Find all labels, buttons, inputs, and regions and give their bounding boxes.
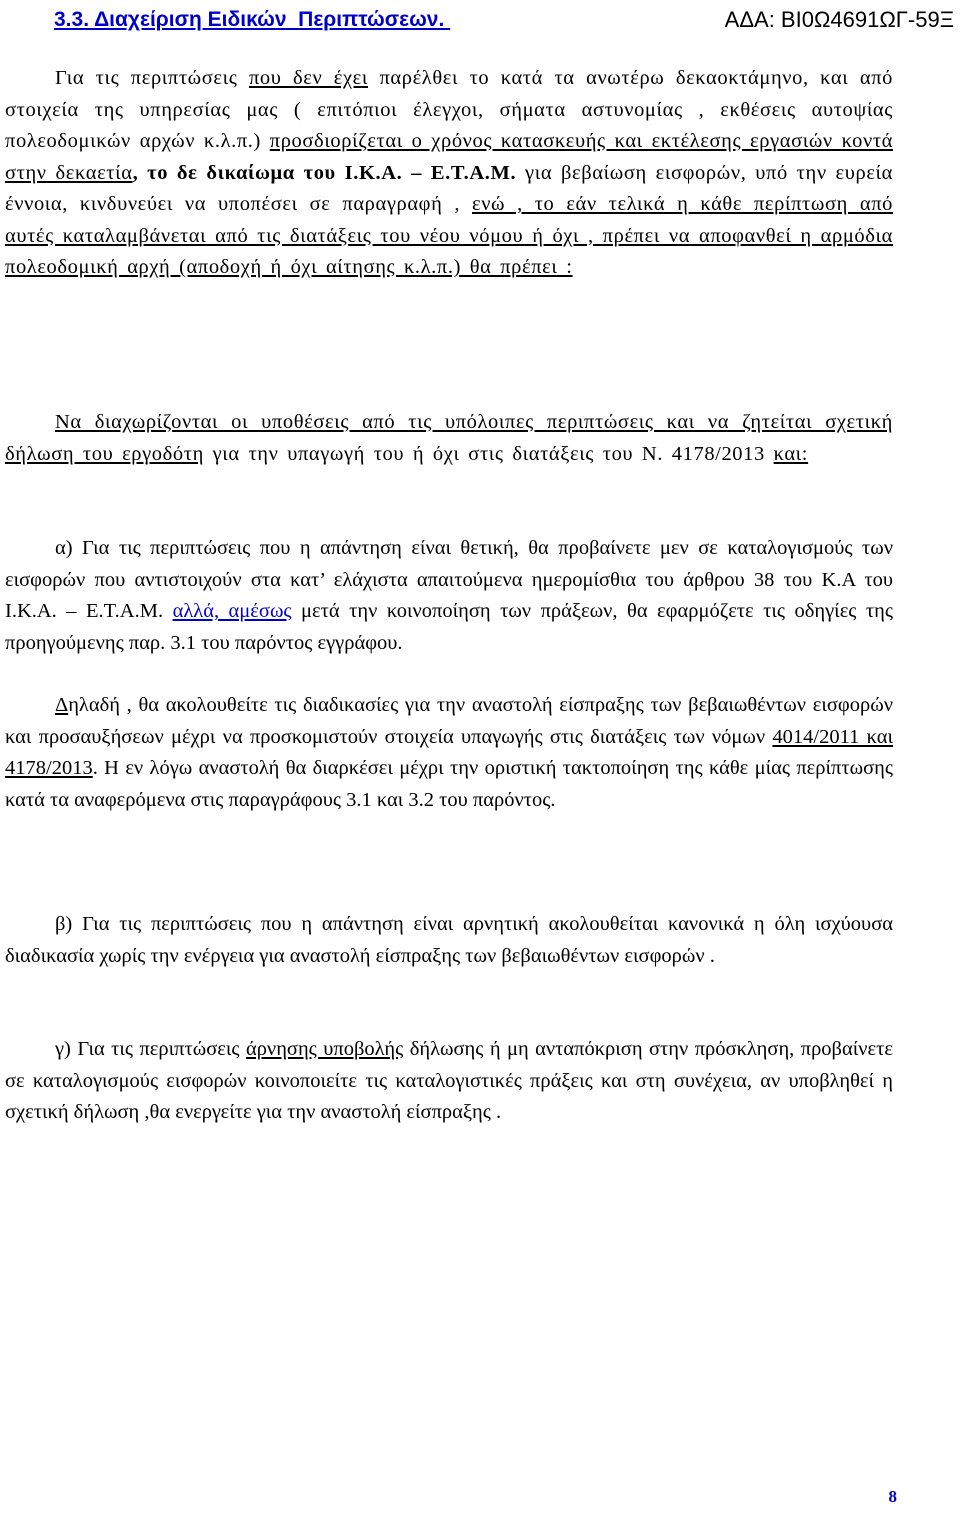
p6-text: γ) Για τις περιπτώσεις [55, 1038, 246, 1060]
p4-text: ηλαδή , θα ακολουθείτε τις διαδικασίες για την αναστολή είσπραξης των βεβαιωθέντων εισφορών και προσαυξήσεων μέχρι να προσκομιστούν στοιχεία υπαγωγής στις διατάξεις των νόμων [5, 694, 893, 748]
p3-text: α) Για τις περιπτώσεις που η απάντηση είναι θετική, θα προβαίνετε μεν σε καταλογισμούς των εισφορών που αντιστοιχούν στα κατ’ ελάχιστα απαιτούμενα ημερομίσθια του άρθρου 38 του Κ.Α του Ι.Κ.Α. – Ε.Τ.Α.Μ. [5, 537, 893, 622]
ada-code: ΑΔΑ: ΒΙ0Ω4691ΩΓ-59Ξ [724, 7, 954, 32]
p4-underlined-phrase: 4014/2011 και 4178/2013 [5, 725, 894, 779]
p6-underlined-phrase: άρνησης υποβολής [245, 1038, 404, 1060]
p1-text: παρέλθει το κατά τα ανωτέρω δεκαοκτάμηνο, και από στοιχεία της υπηρεσίας μας ( επιτόπιοι έλεγχοι, σήματα αστυνομίας , εκθέσεις αυτοψίας πολεοδομικών αρχών κ.λ.π.) [5, 67, 893, 152]
p3-text: μετά την κοινοποίηση των πράξεων, θα εφαρμόζετε τις οδηγίες της προηγούμενης παρ. 3.1 του παρόντος εγγράφου. [5, 600, 893, 654]
section-title: 3.3. Διαχείριση Ειδικών Περιπτώσεων. [54, 8, 451, 31]
paragraph-2 [5, 407, 893, 470]
p1-bold-phrase: , το δε δικαίωμα του Ι.Κ.Α. – Ε.Τ.Α.Μ. [132, 161, 517, 184]
p2-underlined-phrase: Να διαχωρίζονται οι υποθέσεις από τις υπόλοιπες περιπτώσεις και να ζητείται σχετική δήλωση του εργοδότη [5, 411, 893, 465]
p4-underlined-letter: Δ [55, 694, 69, 716]
p1-underlined-phrase: προσδιορίζεται ο χρόνος κατασκευής και εκτέλεσης εργασιών κοντά στην δεκαετία [5, 130, 893, 184]
paragraph-1 [5, 63, 893, 284]
p6-text: δήλωσης ή μη ανταπόκριση στην πρόσκληση, προβαίνετε σε καταλογισμούς εισφορών κοινοποιείτε τις καταλογιστικές πράξεις και στη συνέχεια, αν υποβληθεί η σχετική δήλωση ,θα ενεργείτε για την αναστολή είσπραξης . [5, 1038, 893, 1123]
page-number: 8 [888, 1487, 897, 1506]
p1-underlined-phrase: ενώ , το εάν τελικά η κάθε περίπτωση από αυτές καταλαμβάνεται από τις διατάξεις του νέου νόμου ή όχι , πρέπει να αποφανθεί η αρμόδια πολεοδομική αρχή (αποδοχή ή όχι αίτησης κ.λ.π.) θα πρέπει : [5, 193, 893, 278]
p4-text: . Η εν λόγω αναστολή θα διαρκέσει μέχρι την οριστική τακτοποίηση της κάθε μίας περίπτωσης κατά τα αναφερόμενα στις παραγράφους 3.1 και 3.2 του παρόντος. [5, 757, 893, 811]
p1-text: Για τις περιπτώσεις [55, 67, 249, 89]
paragraph-6 [5, 1034, 893, 1129]
p1-text: για βεβαίωση εισφορών, υπό την ευρεία έννοια, κινδυνεύει να υποπέσει σε παραγραφή , [5, 161, 894, 215]
p3-link-phrase: αλλά, αμέσως [172, 600, 292, 622]
p2-underlined-phrase: και: [773, 442, 809, 465]
p1-underlined-phrase: που δεν έχει [248, 67, 369, 89]
p2-text: για την υπαγωγή του ή όχι στις διατάξεις του Ν. 4178/2013 [203, 442, 774, 465]
paragraph-5 [5, 909, 893, 972]
p5-text: β) Για τις περιπτώσεις που η απάντηση είναι αρνητική ακολουθείται κανονικά η όλη ισχύουσα διαδικασία χωρίς την ενέργεια για αναστολή είσπραξης των βεβαιωθέντων εισφορών . [5, 913, 893, 967]
page-header [0, 0, 960, 40]
paragraph-3 [5, 533, 893, 659]
paragraph-4 [5, 690, 893, 816]
